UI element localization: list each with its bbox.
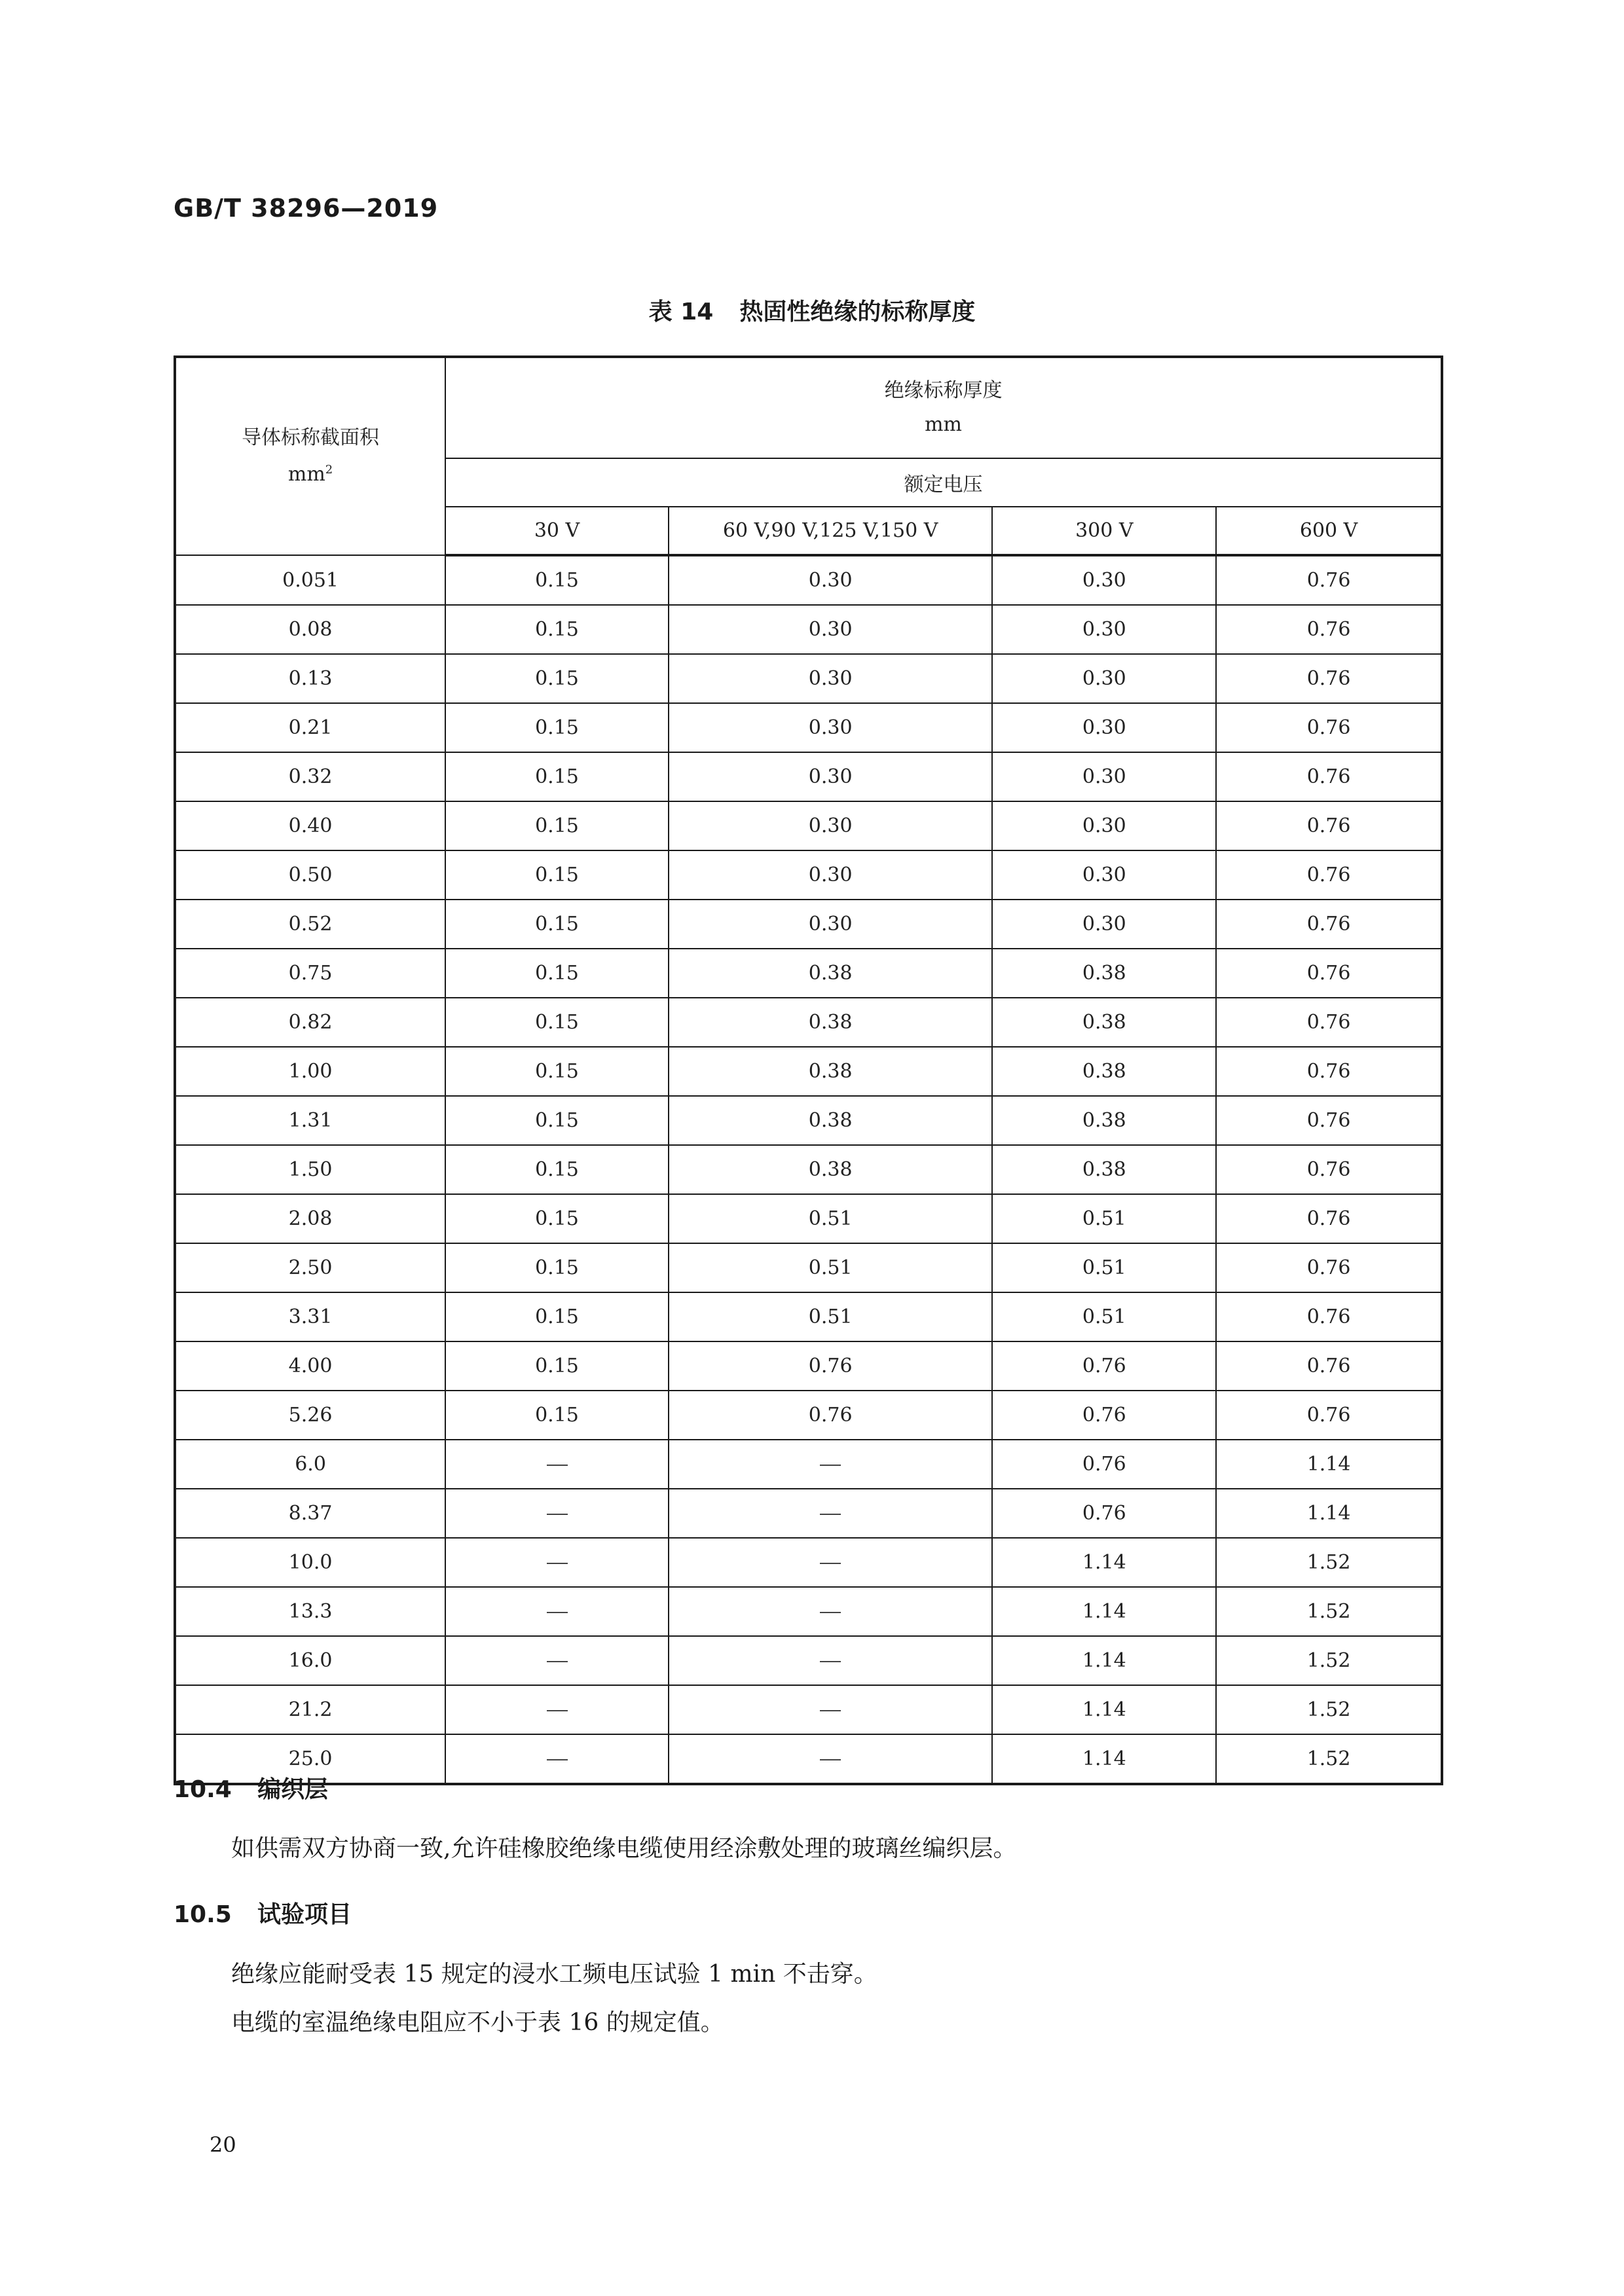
cell-thickness: 0.76	[1216, 1145, 1442, 1194]
cell-thickness: 0.76	[1216, 900, 1442, 949]
cell-thickness: 0.76	[1216, 1391, 1442, 1440]
cell-thickness: 0.30	[992, 555, 1216, 605]
cell-thickness: 1.14	[992, 1538, 1216, 1587]
section-title: 编织层	[257, 1776, 329, 1803]
table-row	[175, 654, 1442, 703]
cell-thickness: 0.15	[445, 703, 669, 752]
table-row	[175, 1538, 1442, 1587]
cell-conductor-area: 21.2	[175, 1685, 445, 1734]
table-row	[175, 1047, 1442, 1096]
section-10-5-heading	[174, 1896, 352, 1929]
cell-thickness: 1.14	[992, 1636, 1216, 1685]
dash-mark	[547, 1710, 568, 1711]
cell-thickness	[669, 1636, 993, 1685]
cell-thickness: 0.30	[669, 752, 993, 801]
cell-thickness: 0.30	[992, 605, 1216, 654]
cell-conductor-area: 0.21	[175, 703, 445, 752]
cell-thickness: 0.15	[445, 801, 669, 850]
cell-thickness: 1.14	[992, 1685, 1216, 1734]
cell-thickness	[669, 1685, 993, 1734]
cell-thickness: 0.76	[1216, 703, 1442, 752]
cell-thickness: 0.76	[1216, 801, 1442, 850]
cell-thickness: 1.52	[1216, 1636, 1442, 1685]
cell-thickness: 0.15	[445, 654, 669, 703]
cell-thickness: 0.51	[669, 1243, 993, 1292]
cell-conductor-area: 5.26	[175, 1391, 445, 1440]
table-row	[175, 1636, 1442, 1685]
table-row	[175, 605, 1442, 654]
dash-mark	[547, 1612, 568, 1613]
cell-conductor-area: 8.37	[175, 1489, 445, 1538]
cell-thickness: 0.30	[992, 900, 1216, 949]
cell-thickness: 1.52	[1216, 1538, 1442, 1587]
table-row	[175, 1194, 1442, 1243]
table-caption: 热固性绝缘的标称厚度	[739, 299, 976, 325]
cell-thickness: 0.15	[445, 605, 669, 654]
cell-conductor-area: 0.75	[175, 949, 445, 998]
cell-conductor-area: 16.0	[175, 1636, 445, 1685]
cell-conductor-area: 1.50	[175, 1145, 445, 1194]
cell-thickness: 0.51	[669, 1292, 993, 1341]
dash-mark	[547, 1514, 568, 1515]
dash-mark	[547, 1661, 568, 1662]
cell-thickness	[445, 1685, 669, 1734]
cell-thickness: 1.52	[1216, 1734, 1442, 1784]
cell-conductor-area: 0.051	[175, 555, 445, 605]
header-rated-voltage: 额定电压	[445, 458, 1442, 507]
cell-thickness: 0.30	[669, 850, 993, 900]
table-row	[175, 850, 1442, 900]
cell-thickness: 0.38	[992, 1047, 1216, 1096]
cell-thickness: 0.38	[669, 1047, 993, 1096]
cell-thickness: 0.15	[445, 1341, 669, 1391]
table-row	[175, 801, 1442, 850]
cell-conductor-area: 1.31	[175, 1096, 445, 1145]
cell-thickness: 0.15	[445, 1096, 669, 1145]
dash-mark	[820, 1710, 841, 1711]
cell-thickness: 0.38	[669, 1096, 993, 1145]
dash-mark	[547, 1465, 568, 1466]
cell-thickness: 0.76	[1216, 998, 1442, 1047]
section-number: 10.5	[174, 1901, 232, 1928]
cell-thickness: 0.15	[445, 900, 669, 949]
page-number: 20	[210, 2132, 236, 2157]
cell-thickness: 1.14	[1216, 1440, 1442, 1489]
table-row	[175, 1734, 1442, 1784]
cell-conductor-area: 0.82	[175, 998, 445, 1047]
conductor-area-unit: $mm^2$	[287, 463, 333, 486]
cell-thickness: 0.76	[1216, 752, 1442, 801]
cell-thickness: 1.14	[1216, 1489, 1442, 1538]
cell-thickness	[445, 1587, 669, 1636]
cell-thickness: 0.15	[445, 949, 669, 998]
cell-thickness: 0.15	[445, 752, 669, 801]
cell-thickness: 0.30	[669, 605, 993, 654]
cell-conductor-area: 2.50	[175, 1243, 445, 1292]
cell-conductor-area: 0.40	[175, 801, 445, 850]
cell-conductor-area: 13.3	[175, 1587, 445, 1636]
dash-mark	[547, 1759, 568, 1760]
cell-thickness: 0.76	[1216, 850, 1442, 900]
dash-mark	[820, 1514, 841, 1515]
cell-thickness	[669, 1734, 993, 1784]
cell-thickness: 0.51	[992, 1243, 1216, 1292]
cell-thickness: 0.76	[1216, 1292, 1442, 1341]
cell-thickness: 0.76	[992, 1391, 1216, 1440]
cell-thickness: 0.30	[992, 654, 1216, 703]
cell-thickness: 0.76	[1216, 654, 1442, 703]
cell-thickness: 0.15	[445, 1047, 669, 1096]
cell-thickness: 0.76	[1216, 1096, 1442, 1145]
table-row	[175, 949, 1442, 998]
dash-mark	[820, 1563, 841, 1564]
cell-thickness: 0.76	[1216, 1243, 1442, 1292]
cell-thickness: 0.76	[669, 1341, 993, 1391]
cell-thickness	[445, 1734, 669, 1784]
cell-thickness: 0.15	[445, 1243, 669, 1292]
cell-thickness: 0.15	[445, 1292, 669, 1341]
cell-thickness	[445, 1440, 669, 1489]
cell-thickness	[669, 1489, 993, 1538]
section-10-4-text: 如供需双方协商一致,允许硅橡胶绝缘电缆使用经涂敷处理的玻璃丝编织层。	[231, 1835, 1017, 1862]
cell-conductor-area: 2.08	[175, 1194, 445, 1243]
cell-thickness: 1.14	[992, 1587, 1216, 1636]
dash-mark	[820, 1465, 841, 1466]
table-row	[175, 1292, 1442, 1341]
cell-thickness	[669, 1587, 993, 1636]
cell-conductor-area: 25.0	[175, 1734, 445, 1784]
table-row	[175, 555, 1442, 605]
table-row	[175, 1391, 1442, 1440]
cell-thickness: 0.38	[992, 1096, 1216, 1145]
cell-thickness: 0.15	[445, 998, 669, 1047]
cell-thickness: 0.30	[992, 703, 1216, 752]
table-row	[175, 703, 1442, 752]
cell-thickness: 0.15	[445, 1145, 669, 1194]
cell-thickness: 0.30	[669, 555, 993, 605]
header-voltage-1: 60 V,90 V,125 V,150 V	[669, 507, 993, 555]
cell-thickness: 0.76	[992, 1489, 1216, 1538]
cell-thickness: 0.15	[445, 1391, 669, 1440]
cell-conductor-area: 0.32	[175, 752, 445, 801]
cell-thickness: 0.38	[992, 1145, 1216, 1194]
nominal-thickness-label: 绝缘标称厚度	[884, 379, 1003, 402]
table-row	[175, 1145, 1442, 1194]
cell-thickness: 0.76	[1216, 605, 1442, 654]
header-conductor-area	[175, 357, 445, 555]
section-number: 10.4	[174, 1776, 232, 1803]
cell-thickness: 0.30	[669, 654, 993, 703]
table-row	[175, 998, 1442, 1047]
cell-thickness: 0.76	[1216, 1047, 1442, 1096]
table-row	[175, 1096, 1442, 1145]
header-nominal-thickness	[445, 357, 1442, 458]
cell-thickness: 0.76	[1216, 555, 1442, 605]
section-title: 试验项目	[257, 1901, 352, 1928]
cell-thickness: 0.38	[992, 949, 1216, 998]
header-voltage-2: 300 V	[992, 507, 1216, 555]
table-row	[175, 1685, 1442, 1734]
table-title	[0, 293, 1624, 327]
cell-thickness	[669, 1440, 993, 1489]
cell-thickness: 0.38	[992, 998, 1216, 1047]
section-10-5-line1: 绝缘应能耐受表 15 规定的浸水工频电压试验 1 min 不击穿。	[231, 1961, 877, 1988]
cell-conductor-area: 0.08	[175, 605, 445, 654]
cell-conductor-area: 1.00	[175, 1047, 445, 1096]
cell-thickness	[669, 1538, 993, 1587]
cell-conductor-area: 0.52	[175, 900, 445, 949]
nominal-thickness-unit: mm	[925, 413, 963, 436]
cell-thickness: 1.14	[992, 1734, 1216, 1784]
cell-thickness: 0.30	[669, 900, 993, 949]
cell-thickness: 0.15	[445, 850, 669, 900]
table-row	[175, 1341, 1442, 1391]
table-row	[175, 1243, 1442, 1292]
cell-thickness: 0.38	[669, 949, 993, 998]
cell-thickness: 0.76	[1216, 1341, 1442, 1391]
table-label: 表 14	[648, 299, 714, 325]
conductor-area-label: 导体标称截面积	[242, 426, 380, 449]
table-row	[175, 752, 1442, 801]
cell-thickness: 0.51	[669, 1194, 993, 1243]
cell-thickness: 0.15	[445, 555, 669, 605]
cell-thickness: 0.76	[992, 1341, 1216, 1391]
dash-mark	[820, 1661, 841, 1662]
cell-conductor-area: 10.0	[175, 1538, 445, 1587]
cell-conductor-area: 4.00	[175, 1341, 445, 1391]
standard-code: GB/T 38296—2019	[174, 194, 439, 223]
header-voltage-0: 30 V	[445, 507, 669, 555]
cell-conductor-area: 6.0	[175, 1440, 445, 1489]
cell-thickness: 0.38	[669, 1145, 993, 1194]
cell-thickness: 1.52	[1216, 1587, 1442, 1636]
table-row	[175, 1489, 1442, 1538]
table-row	[175, 900, 1442, 949]
cell-thickness: 0.76	[1216, 1194, 1442, 1243]
table-row	[175, 1587, 1442, 1636]
cell-conductor-area: 3.31	[175, 1292, 445, 1341]
cell-thickness	[445, 1538, 669, 1587]
cell-thickness: 0.51	[992, 1194, 1216, 1243]
dash-mark	[820, 1612, 841, 1613]
cell-thickness: 0.30	[992, 801, 1216, 850]
cell-thickness: 1.52	[1216, 1685, 1442, 1734]
cell-thickness	[445, 1636, 669, 1685]
cell-thickness: 0.38	[669, 998, 993, 1047]
cell-conductor-area: 0.50	[175, 850, 445, 900]
insulation-thickness-table	[174, 355, 1443, 1785]
cell-thickness: 0.30	[992, 850, 1216, 900]
cell-thickness: 0.76	[992, 1440, 1216, 1489]
cell-thickness: 0.76	[1216, 949, 1442, 998]
cell-thickness	[445, 1489, 669, 1538]
header-voltage-3: 600 V	[1216, 507, 1442, 555]
cell-thickness: 0.51	[992, 1292, 1216, 1341]
cell-thickness: 0.30	[992, 752, 1216, 801]
cell-thickness: 0.76	[669, 1391, 993, 1440]
cell-thickness: 0.30	[669, 703, 993, 752]
table-row	[175, 1440, 1442, 1489]
dash-mark	[547, 1563, 568, 1564]
cell-thickness: 0.30	[669, 801, 993, 850]
cell-thickness: 0.15	[445, 1194, 669, 1243]
section-10-5-line2: 电缆的室温绝缘电阻应不小于表 16 的规定值。	[231, 2009, 724, 2036]
section-10-4-heading	[174, 1771, 328, 1804]
cell-conductor-area: 0.13	[175, 654, 445, 703]
dash-mark	[820, 1759, 841, 1760]
